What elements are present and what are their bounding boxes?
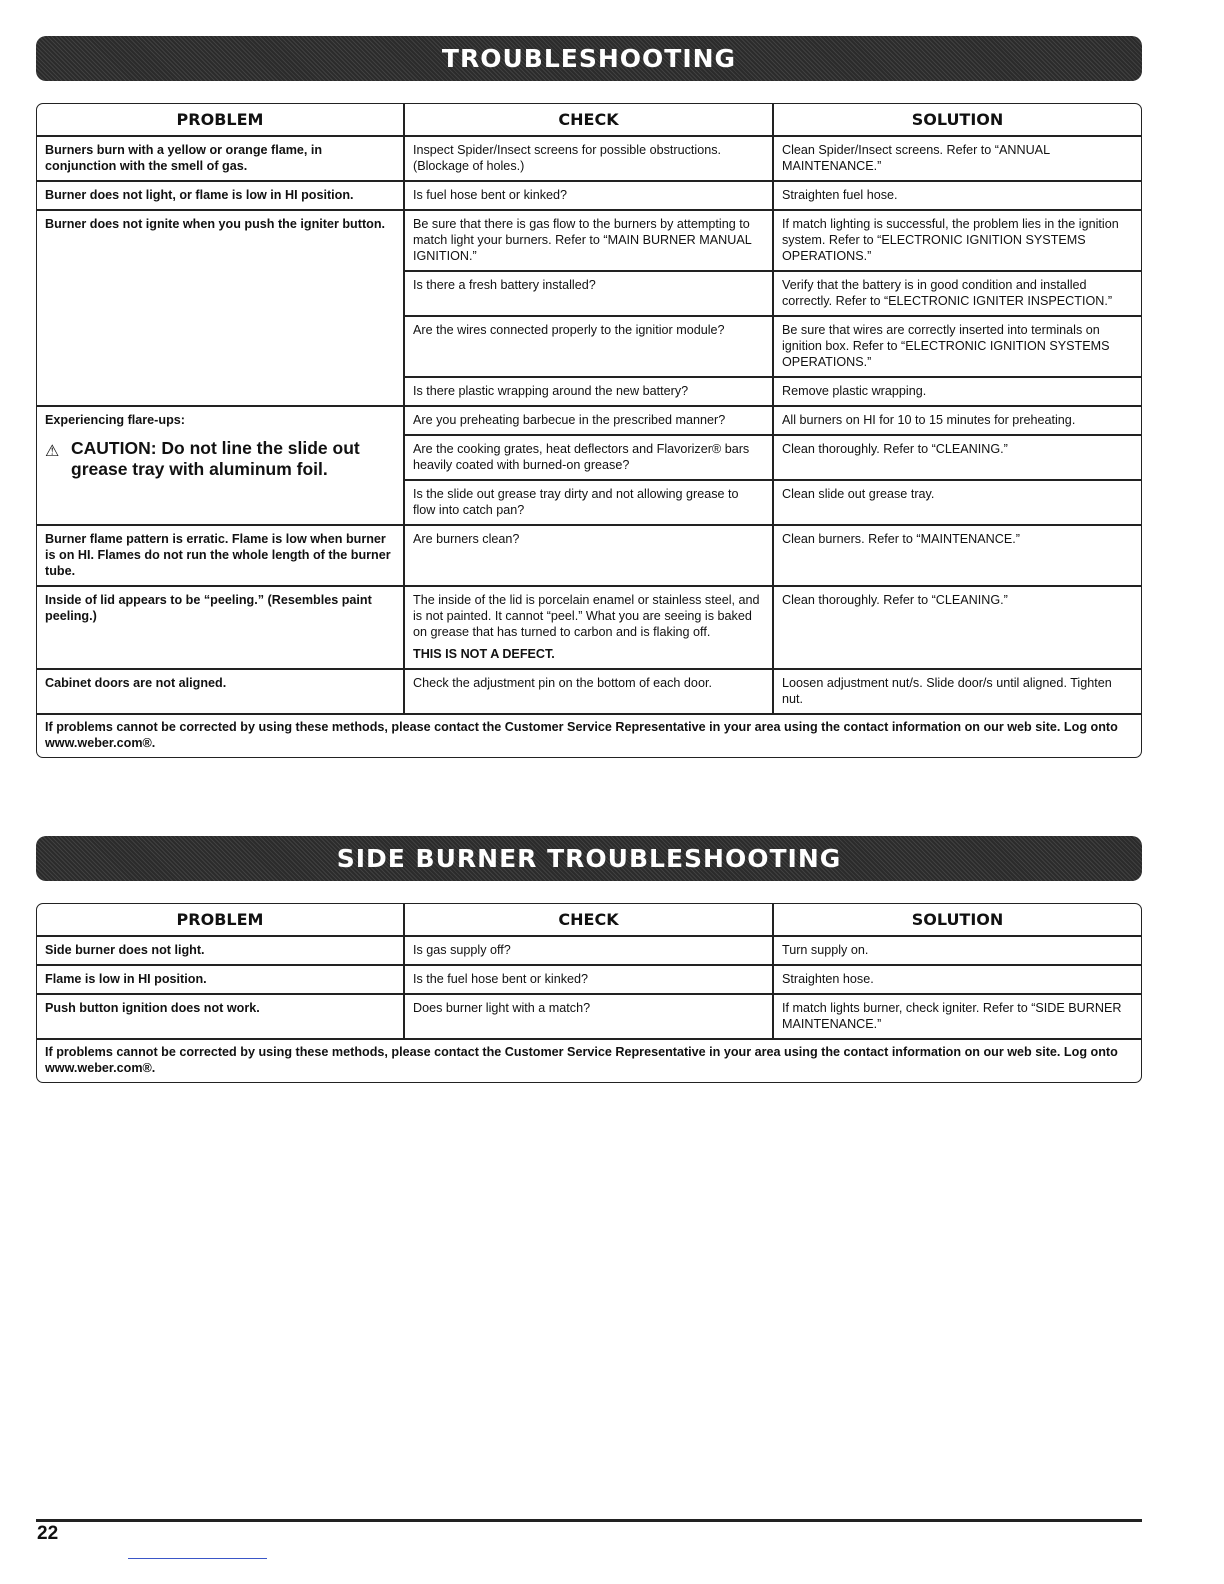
contact-note: If problems cannot be corrected by using these methods, please contact the Customer Service Representative in your area using the contact information on our web site. Log onto www.weber.com®. [45, 1045, 1118, 1075]
warning-icon: ⚠ [45, 443, 60, 460]
check-text: The inside of the lid is porcelain enamel or stainless steel, and is not painted. It cannot “peel.” What you are seeing is baked on grease that has turned to carbon and is flaking off. [413, 593, 760, 639]
header-solution: SOLUTION [773, 904, 1141, 936]
table-header-row [37, 104, 1141, 136]
check-cell: Is the slide out grease tray dirty and not allowing grease to flow into catch pan? [404, 480, 773, 525]
table-row [37, 994, 1141, 1039]
side-burner-table [36, 903, 1142, 1083]
check-cell: Are burners clean? [404, 525, 773, 586]
table-row [37, 936, 1141, 965]
check-cell: Is the fuel hose bent or kinked? [404, 965, 773, 994]
problem-cell: Burner does not ignite when you push the igniter button. [37, 210, 404, 406]
problem-cell [37, 406, 404, 525]
table-row [37, 406, 1141, 435]
solution-cell: If match lighting is successful, the problem lies in the ignition system. Refer to “ELECTRONIC IGNITION SYSTEMS OPERATIONS.” [773, 210, 1141, 271]
table-footer-row [37, 714, 1141, 757]
table-header-row [37, 904, 1141, 936]
header-solution: SOLUTION [773, 104, 1141, 136]
check-cell: Are the cooking grates, heat deflectors and Flavorizer® bars heavily coated with burned-on grease? [404, 435, 773, 480]
header-check: CHECK [404, 104, 773, 136]
check-cell [404, 586, 773, 669]
caution-text: CAUTION: Do not line the slide out grease tray with aluminum foil. [71, 438, 360, 479]
contact-note: If problems cannot be corrected by using these methods, please contact the Customer Service Representative in your area using the contact information on our web site. Log onto www.weber.com®. [45, 720, 1118, 750]
solution-cell: Turn supply on. [773, 936, 1141, 965]
problem-cell: Side burner does not light. [37, 936, 404, 965]
table-row [37, 965, 1141, 994]
troubleshooting-banner [36, 36, 1142, 81]
header-problem: PROBLEM [37, 904, 404, 936]
solution-cell: Verify that the battery is in good condition and installed correctly. Refer to “ELECTRONIC IGNITER INSPECTION.” [773, 271, 1141, 316]
problem-cell: Flame is low in HI position. [37, 965, 404, 994]
check-cell: Check the adjustment pin on the bottom of each door. [404, 669, 773, 714]
table-row [37, 181, 1141, 210]
solution-cell: Straighten fuel hose. [773, 181, 1141, 210]
solution-cell: All burners on HI for 10 to 15 minutes for preheating. [773, 406, 1141, 435]
table-row [37, 586, 1141, 669]
solution-cell: Remove plastic wrapping. [773, 377, 1141, 406]
check-cell: Is fuel hose bent or kinked? [404, 181, 773, 210]
check-cell: Is there a fresh battery installed? [404, 271, 773, 316]
section-title: TROUBLESHOOTING [441, 44, 737, 73]
check-cell: Inspect Spider/Insect screens for possible obstructions. (Blockage of holes.) [404, 136, 773, 181]
header-problem: PROBLEM [37, 104, 404, 136]
table-row [37, 525, 1141, 586]
solution-cell: Clean Spider/Insect screens. Refer to “ANNUAL MAINTENANCE.” [773, 136, 1141, 181]
link-underline [128, 1558, 267, 1559]
not-a-defect-note: THIS IS NOT A DEFECT. [413, 647, 555, 661]
table-row [37, 210, 1141, 271]
check-cell: Are you preheating barbecue in the prescribed manner? [404, 406, 773, 435]
solution-cell: Clean thoroughly. Refer to “CLEANING.” [773, 586, 1141, 669]
caution-note [45, 438, 395, 480]
section-title: SIDE BURNER TROUBLESHOOTING [336, 844, 842, 873]
check-cell: Are the wires connected properly to the ignitior module? [404, 316, 773, 377]
problem-cell: Cabinet doors are not aligned. [37, 669, 404, 714]
page-number: 22 [37, 1523, 59, 1544]
header-check: CHECK [404, 904, 773, 936]
solution-cell: Loosen adjustment nut/s. Slide door/s until aligned. Tighten nut. [773, 669, 1141, 714]
solution-cell: Straighten hose. [773, 965, 1141, 994]
check-cell: Be sure that there is gas flow to the burners by attempting to match light your burners. Refer to “MAIN BURNER MANUAL IGNITION.” [404, 210, 773, 271]
solution-cell: Clean burners. Refer to “MAINTENANCE.” [773, 525, 1141, 586]
solution-cell: If match lights burner, check igniter. Refer to “SIDE BURNER MAINTENANCE.” [773, 994, 1141, 1039]
problem-cell: Burner flame pattern is erratic. Flame is low when burner is on HI. Flames do not run the whole length of the burner tube. [37, 525, 404, 586]
table-row [37, 136, 1141, 181]
solution-cell: Clean thoroughly. Refer to “CLEANING.” [773, 435, 1141, 480]
footer-divider [36, 1519, 1142, 1522]
side-burner-banner [36, 836, 1142, 881]
flare-ups-label: Experiencing flare-ups: [45, 413, 185, 427]
problem-cell: Burner does not light, or flame is low in HI position. [37, 181, 404, 210]
solution-cell: Be sure that wires are correctly inserted into terminals on ignition box. Refer to “ELECTRONIC IGNITION SYSTEMS OPERATIONS.” [773, 316, 1141, 377]
table-footer-row [37, 1039, 1141, 1082]
problem-cell: Inside of lid appears to be “peeling.” (Resembles paint peeling.) [37, 586, 404, 669]
troubleshooting-table [36, 103, 1142, 758]
check-cell: Does burner light with a match? [404, 994, 773, 1039]
check-cell: Is gas supply off? [404, 936, 773, 965]
problem-cell: Push button ignition does not work. [37, 994, 404, 1039]
check-cell: Is there plastic wrapping around the new battery? [404, 377, 773, 406]
table-row [37, 669, 1141, 714]
solution-cell: Clean slide out grease tray. [773, 480, 1141, 525]
problem-cell: Burners burn with a yellow or orange flame, in conjunction with the smell of gas. [37, 136, 404, 181]
